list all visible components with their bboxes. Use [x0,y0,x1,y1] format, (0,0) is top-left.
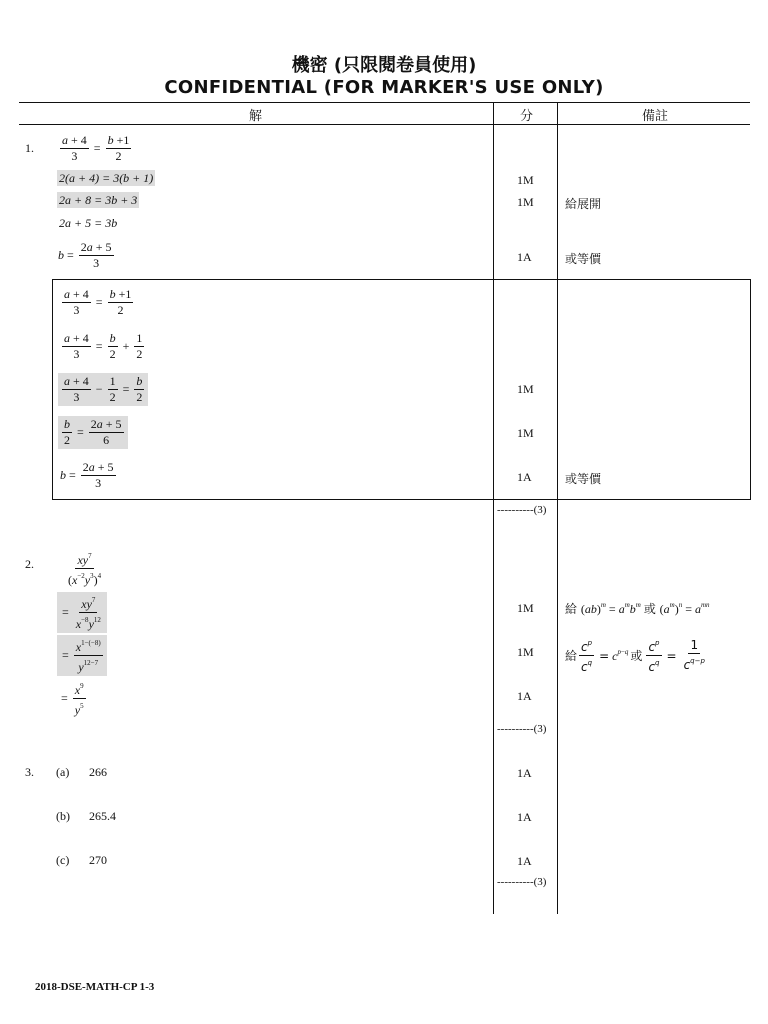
q3-part-b-mark: 1A [517,810,532,824]
q1-alt-equation: $\frac{a + 4}{3}$ = $\frac{b +1}{2}$ [64,287,132,317]
marks-column-divider [493,102,494,914]
question-3-number: 3. [25,765,34,779]
header-remarks: 備註 [642,109,669,124]
q1-step-expand: 2a + 8 = 3b + 3 [59,193,138,207]
q2-expression: $\frac{xy^7}{(x^{-2}y^3)^4}$ [64,549,105,588]
q3-part-c-mark: 1A [517,854,532,868]
page-footer-code: 2018-DSE-MATH-CP 1-3 [35,981,155,993]
q3-subtotal: ----------(3) [497,876,547,888]
q1-mark-3: 1A [517,250,532,264]
q2-step-2: = $\frac{x^{1-(-8)}}{y^{12-7}}$ [57,635,107,676]
q1-remark-equiv: 或等價 [565,252,602,266]
q3-part-b-label: (b) [56,809,70,823]
q3-part-a-label: (a) [56,765,70,779]
q1-final-answer: b = $\frac{2a + 5}{3}$ [58,240,112,270]
q3-part-a-mark: 1A [517,766,532,780]
q3-part-c-answer: 270 [89,853,107,867]
q3-part-a-answer: 266 [89,765,107,779]
q2-final-answer: = $\frac{x^9}{y^5}$ [58,679,88,718]
q1-alt-remark-equiv: 或等價 [565,472,602,486]
header-bottom-rule [19,124,750,125]
q1-subtotal: ----------(3) [497,504,547,516]
q1-given-equation: $\frac{a + 4}{3}$ = $\frac{b +1}{2}$ [62,133,130,163]
q3-part-c-label: (c) [56,853,70,867]
header-marks: 分 [520,109,534,124]
header-solution: 解 [249,109,263,124]
q1-alt-step-rearrange: $\frac{a + 4}{3}$ − $\frac{1}{2}$ = $\frac{b}{2}$ [58,373,148,406]
remarks-column-divider [557,102,558,914]
q2-remark-2: 給 $\frac{c^p}{c^q}$ = $c^{p-q}$ 或 $\frac{c^p}{c^q}$ = $\frac{1}{c^{q-p}}$ [565,638,705,674]
q1-step-simplify: 2a + 5 = 3b [59,216,118,230]
q1-alternative-solution-box [52,279,751,500]
title-chinese: 機密 (只限閱卷員使用) [291,55,477,76]
q1-alt-step-combine: $\frac{b}{2}$ = $\frac{2a + 5}{6}$ [58,416,128,449]
q2-mark-1: 1M [517,601,534,615]
q2-subtotal: ----------(3) [497,723,547,735]
q3-part-b-answer: 265.4 [89,809,116,823]
table-top-rule [19,102,750,103]
q1-alt-final-answer: b = $\frac{2a + 5}{3}$ [60,460,114,490]
q2-mark-3: 1A [517,689,532,703]
title-english: CONFIDENTIAL (FOR MARKER'S USE ONLY) [164,77,604,98]
q1-alt-step-split: $\frac{a + 4}{3}$ = $\frac{b}{2}$ + $\frac{1}{2}$ [64,331,143,361]
question-1-number: 1. [25,141,34,155]
question-2-number: 2. [25,557,34,571]
q1-alt-mark-1: 1M [517,382,534,396]
q2-step-1: = $\frac{xy^7}{x^{-8}y^{12}}$ [57,592,107,633]
q2-remark-1: 給 $(ab)^m = a^mb^m$ 或 $(a^m)^n = a^{mn}$ [565,601,710,616]
q1-mark-2: 1M [517,195,534,209]
q1-mark-1: 1M [517,173,534,187]
q2-mark-2: 1M [517,645,534,659]
q1-alt-mark-3: 1A [517,470,532,484]
q1-step-cross-multiply: 2(a + 4) = 3(b + 1) [59,171,154,185]
q1-alt-mark-2: 1M [517,426,534,440]
q1-remark-expand: 給展開 [565,197,602,211]
